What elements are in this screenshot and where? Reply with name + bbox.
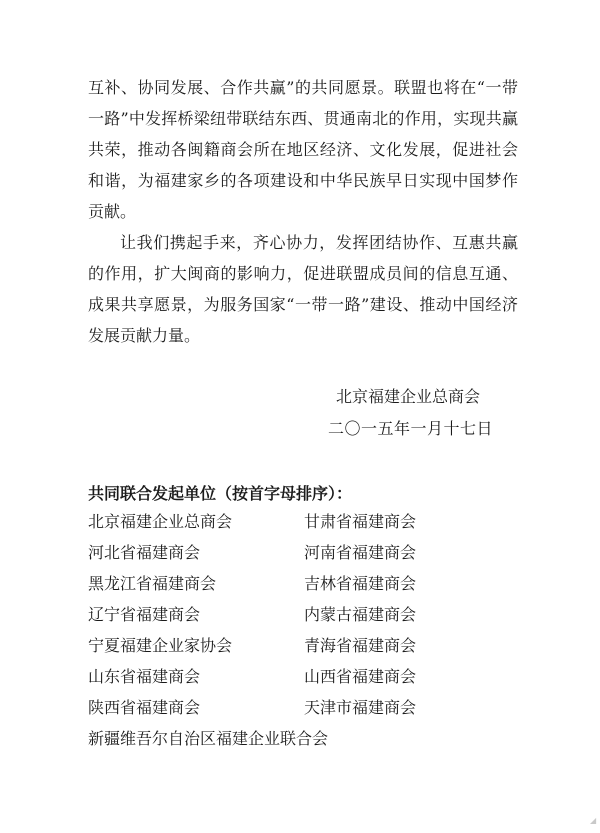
signature-organization: 北京福建企业总商会 xyxy=(336,387,481,406)
list-item xyxy=(88,541,508,572)
member-name: 青海省福建商会 xyxy=(304,636,417,655)
members-title: 共同联合发起单位（按首字母排序）： xyxy=(88,484,353,503)
list-item xyxy=(88,634,508,665)
body-paragraph-2: 让我们携起手来，齐心协力，发挥团结协作、互惠共赢的作用，扩大闽商的影响力，促进联盟成员间的信息互通、成果共享愿景，为服务国家“一带一路”建设、推动中国经济发展贡献力量。 xyxy=(88,233,518,345)
member-name: 陕西省福建商会 xyxy=(88,698,201,717)
member-name: 河南省福建商会 xyxy=(304,543,417,562)
member-name: 吉林省福建商会 xyxy=(304,574,417,593)
list-item xyxy=(88,510,508,541)
member-name: 内蒙古福建商会 xyxy=(304,605,417,624)
list-item xyxy=(88,696,508,727)
member-name: 山西省福建商会 xyxy=(304,667,417,686)
member-name: 辽宁省福建商会 xyxy=(88,605,201,624)
list-item xyxy=(88,727,508,758)
member-name: 天津市福建商会 xyxy=(304,698,417,717)
member-name: 山东省福建商会 xyxy=(88,667,201,686)
corner-mark-icon: ◢ xyxy=(590,816,597,825)
member-name: 新疆维吾尔自治区福建企业联合会 xyxy=(88,729,329,748)
members-list xyxy=(88,510,508,758)
list-item xyxy=(88,603,508,634)
list-item xyxy=(88,665,508,696)
member-name: 黑龙江省福建商会 xyxy=(88,574,217,593)
member-name: 甘肃省福建商会 xyxy=(304,512,417,531)
member-name: 河北省福建商会 xyxy=(88,543,201,562)
member-name: 宁夏福建企业家协会 xyxy=(88,636,233,655)
list-item xyxy=(88,572,508,603)
signature-date: 二〇一五年一月十七日 xyxy=(328,419,494,438)
member-name: 北京福建企业总商会 xyxy=(88,512,233,531)
body-paragraph-1: 互补、协同发展、合作共赢”的共同愿景。联盟也将在“一带一路”中发挥桥梁纽带联结东西、贯通南北的作用，实现共赢共荣，推动各闽籍商会所在地区经济、文化发展，促进社会和谐，为福建家乡的各项建设和中华民族早日实现中国梦作贡献。 xyxy=(88,78,518,221)
